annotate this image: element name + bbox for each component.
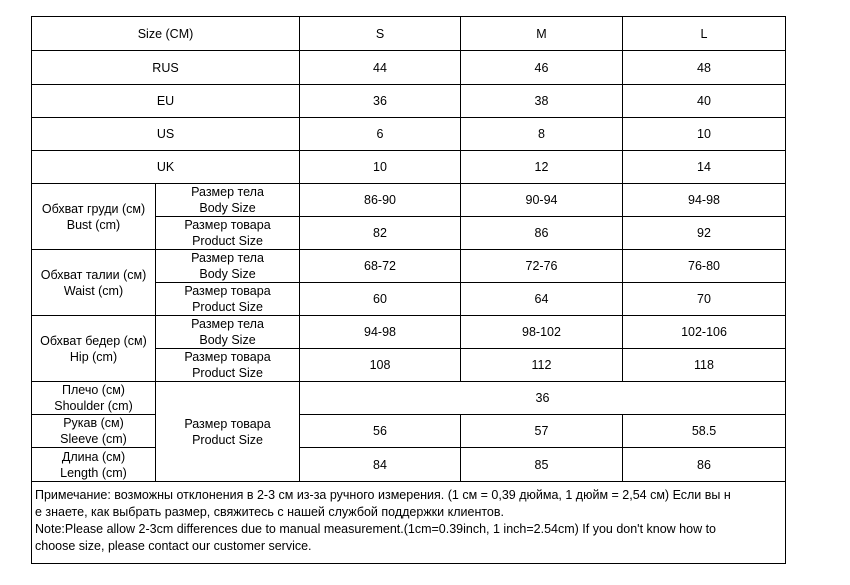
size-s-header: S bbox=[300, 17, 461, 51]
measurement-note bbox=[32, 482, 786, 564]
bust-label-ru: Обхват груди (см) bbox=[41, 201, 146, 216]
us-s: 6 bbox=[300, 118, 461, 151]
waist-product-s: 60 bbox=[300, 283, 461, 316]
size-m-header: M bbox=[461, 17, 623, 51]
uk-label: UK bbox=[32, 151, 300, 184]
hip-body-s: 94-98 bbox=[300, 316, 461, 349]
product-size-ru: Размер товара bbox=[184, 416, 271, 431]
bust-body-l: 94-98 bbox=[623, 184, 786, 217]
waist-product-m: 64 bbox=[461, 283, 623, 316]
rus-row bbox=[32, 51, 786, 85]
product-size-ru: Размер товара bbox=[184, 350, 271, 364]
product-size-en: Product Size bbox=[192, 366, 263, 380]
bust-product-m: 86 bbox=[461, 217, 623, 250]
bust-product-s: 82 bbox=[300, 217, 461, 250]
hip-product-s: 108 bbox=[300, 349, 461, 382]
body-size-en: Body Size bbox=[199, 201, 256, 215]
size-header-label: Size (CM) bbox=[32, 17, 300, 51]
hip-product-l: 118 bbox=[623, 349, 786, 382]
uk-s: 10 bbox=[300, 151, 461, 184]
waist-body-m: 72-76 bbox=[461, 250, 623, 283]
body-size-ru: Размер тела bbox=[191, 317, 264, 331]
waist-label-en: Waist (cm) bbox=[63, 283, 124, 298]
waist-label-ru: Обхват талии (см) bbox=[40, 267, 147, 282]
rus-m: 46 bbox=[461, 51, 623, 85]
body-size-label bbox=[156, 184, 300, 217]
body-size-en: Body Size bbox=[199, 333, 256, 347]
bust-label-en: Bust (cm) bbox=[66, 217, 121, 232]
body-size-label bbox=[156, 316, 300, 349]
shoulder-label-en: Shoulder (cm) bbox=[54, 399, 133, 413]
us-l: 10 bbox=[623, 118, 786, 151]
note-row bbox=[32, 482, 786, 564]
size-l-header: L bbox=[623, 17, 786, 51]
waist-body-l: 76-80 bbox=[623, 250, 786, 283]
shoulder-row bbox=[32, 382, 786, 415]
product-size-ru: Размер товара bbox=[184, 218, 271, 232]
rus-s: 44 bbox=[300, 51, 461, 85]
note-en-line2: choose size, please contact our customer service. bbox=[35, 539, 312, 553]
hip-label-en: Hip (cm) bbox=[69, 349, 118, 364]
body-size-label bbox=[156, 250, 300, 283]
uk-l: 14 bbox=[623, 151, 786, 184]
eu-row bbox=[32, 85, 786, 118]
hip-label-ru: Обхват бедер (см) bbox=[40, 333, 147, 348]
length-m: 85 bbox=[461, 448, 623, 482]
body-size-ru: Размер тела bbox=[191, 251, 264, 265]
hip-body-l: 102-106 bbox=[623, 316, 786, 349]
note-ru-line1: Примечание: возможны отклонения в 2-3 см из-за ручного измерения. (1 см = 0,39 дюйма, 1 дюйм = 2,54 см) Если вы н bbox=[35, 488, 731, 502]
shoulder-label bbox=[32, 382, 156, 415]
us-row bbox=[32, 118, 786, 151]
product-size-ru: Размер товара bbox=[184, 284, 271, 298]
body-size-ru: Размер тела bbox=[191, 185, 264, 199]
length-row bbox=[32, 448, 786, 482]
shoulder-value: 36 bbox=[300, 382, 786, 415]
us-label: US bbox=[32, 118, 300, 151]
body-size-en: Body Size bbox=[199, 267, 256, 281]
us-m: 8 bbox=[461, 118, 623, 151]
sleeve-l: 58.5 bbox=[623, 415, 786, 448]
eu-label: EU bbox=[32, 85, 300, 118]
bust-product-l: 92 bbox=[623, 217, 786, 250]
product-size-en: Product Size bbox=[192, 432, 263, 447]
sleeve-label-en: Sleeve (cm) bbox=[60, 432, 127, 446]
uk-row bbox=[32, 151, 786, 184]
note-ru-line2: е знаете, как выбрать размер, свяжитесь с нашей службой поддержки клиентов. bbox=[35, 505, 504, 519]
product-size-en: Product Size bbox=[192, 300, 263, 314]
length-l: 86 bbox=[623, 448, 786, 482]
product-size-label bbox=[156, 349, 300, 382]
sleeve-label-ru: Рукав (см) bbox=[63, 416, 124, 430]
product-size-label bbox=[156, 382, 300, 482]
product-size-en: Product Size bbox=[192, 234, 263, 248]
size-chart-table bbox=[31, 16, 786, 564]
product-size-label bbox=[156, 217, 300, 250]
hip-body-row bbox=[32, 316, 786, 349]
sleeve-m: 57 bbox=[461, 415, 623, 448]
length-label-en: Length (cm) bbox=[60, 465, 127, 480]
sleeve-s: 56 bbox=[300, 415, 461, 448]
length-s: 84 bbox=[300, 448, 461, 482]
hip-label bbox=[32, 316, 156, 382]
hip-product-m: 112 bbox=[461, 349, 623, 382]
eu-m: 38 bbox=[461, 85, 623, 118]
eu-l: 40 bbox=[623, 85, 786, 118]
eu-s: 36 bbox=[300, 85, 461, 118]
sleeve-label bbox=[32, 415, 156, 448]
note-en-line1: Note:Please allow 2-3cm differences due to manual measurement.(1cm=0.39inch, 1 inch=2.54cm) If you don't know how to bbox=[35, 522, 716, 536]
sleeve-row bbox=[32, 415, 786, 448]
waist-body-row bbox=[32, 250, 786, 283]
header-row bbox=[32, 17, 786, 51]
shoulder-label-ru: Плечо (см) bbox=[62, 383, 125, 397]
bust-body-m: 90-94 bbox=[461, 184, 623, 217]
hip-body-m: 98-102 bbox=[461, 316, 623, 349]
rus-l: 48 bbox=[623, 51, 786, 85]
waist-body-s: 68-72 bbox=[300, 250, 461, 283]
bust-label bbox=[32, 184, 156, 250]
waist-label bbox=[32, 250, 156, 316]
product-size-label bbox=[156, 283, 300, 316]
rus-label: RUS bbox=[32, 51, 300, 85]
length-label bbox=[32, 448, 156, 482]
bust-body-row bbox=[32, 184, 786, 217]
uk-m: 12 bbox=[461, 151, 623, 184]
bust-body-s: 86-90 bbox=[300, 184, 461, 217]
length-label-ru: Длина (см) bbox=[61, 449, 126, 464]
waist-product-l: 70 bbox=[623, 283, 786, 316]
